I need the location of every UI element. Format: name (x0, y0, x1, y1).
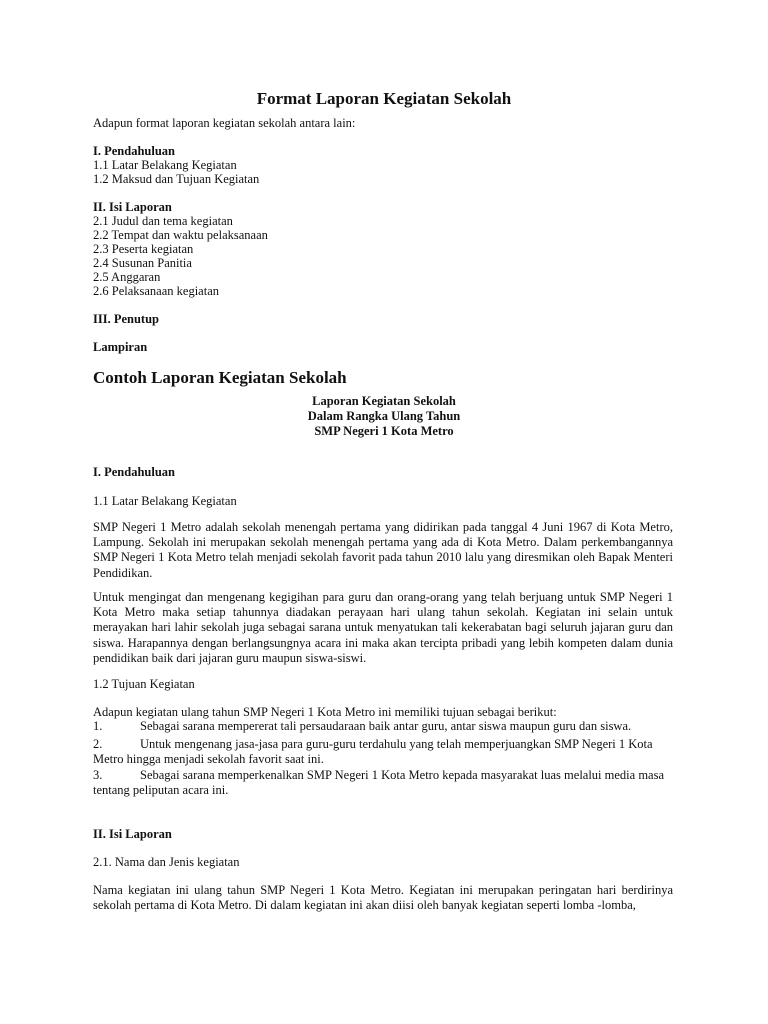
section-heading: I. Pendahuluan (93, 465, 175, 479)
list-number: 1. (93, 719, 103, 733)
paragraph: Untuk mengingat dan mengenang kegigihan para guru dan orang-orang yang telah berjuang untuk SMP Negeri 1 Kota Metro maka setiap tahunnya diadakan perayaan hari ulang tahun sekolah. Kegiatan ini selain untuk merayakan hari lahir sekolah juga sebagai sarana untuk menyatukan tali kekerabatan bagi seluruh jajaran guru dan siswa. Harapannya dengan berlangsungnya acara ini maka akan tercipta pribadi yang lebih kompeten dalam dunia pendidikan baik dari jajaran guru maupun siswa-siswi. (93, 590, 673, 665)
report-title-line: Laporan Kegiatan Sekolah (312, 394, 456, 408)
outline-item: 2.4 Susunan Panitia (93, 256, 192, 270)
outline-item: 2.1 Judul dan tema kegiatan (93, 214, 233, 228)
document-title: Format Laporan Kegiatan Sekolah (256, 89, 512, 108)
subsection-heading: 1.2 Tujuan Kegiatan (93, 677, 195, 691)
list-text: Untuk mengenang jasa-jasa para guru-guru terdahulu yang telah memperjuangkan SMP Negeri 1 Kota Metro hingga menjadi sekolah favorit saat ini. (93, 737, 653, 766)
list-text: Sebagai sarana memperkenalkan SMP Negeri 1 Kota Metro kepada masyarakat luas melalui media masa tentang peliputan acara ini. (93, 768, 665, 797)
list-number: 2. (93, 737, 103, 751)
outline-heading-1: I. Pendahuluan (93, 144, 175, 158)
section-heading: II. Isi Laporan (93, 827, 172, 841)
outline-heading-2: II. Isi Laporan (93, 200, 172, 214)
outline-item: 1.2 Maksud dan Tujuan Kegiatan (93, 172, 260, 186)
outline-item: 2.5 Anggaran (93, 270, 161, 284)
list-item (93, 737, 673, 767)
outline-item: 2.2 Tempat dan waktu pelaksanaan (93, 228, 268, 242)
outline-heading-4: Lampiran (93, 340, 148, 354)
list-number: 3. (93, 768, 103, 782)
paragraph: Nama kegiatan ini ulang tahun SMP Negeri 1 Kota Metro. Kegiatan ini merupakan peringatan hari berdirinya sekolah pertama di Kota Metro. Di dalam kegiatan ini akan diisi oleh banyak kegiatan seperti lomba -lomba, (93, 883, 673, 913)
outline-item: 2.6 Pelaksanaan kegiatan (93, 284, 219, 298)
list-item (93, 719, 673, 734)
list-text: Sebagai sarana mempererat tali persaudaraan baik antar guru, antar siswa maupun guru dan siswa. (140, 719, 632, 733)
intro-text: Adapun format laporan kegiatan sekolah antara lain: (93, 116, 356, 130)
paragraph: SMP Negeri 1 Metro adalah sekolah menengah pertama yang didirikan pada tanggal 4 Juni 1967 di Kota Metro, Lampung. Sekolah ini merupakan sekolah menengah pertama yang ada di Kota Metro. Dalam perkembangannya SMP Negeri 1 Kota Metro telah menjadi sekolah favorit pada tahun 2010 lalu yang diresmikan oleh Bapak Menteri Pendidikan. (93, 520, 673, 580)
subsection-heading: 1.1 Latar Belakang Kegiatan (93, 494, 237, 508)
example-heading: Contoh Laporan Kegiatan Sekolah (93, 368, 347, 387)
goals-intro: Adapun kegiatan ulang tahun SMP Negeri 1 Kota Metro ini memiliki tujuan sebagai berikut: (93, 705, 557, 719)
report-title-line: Dalam Rangka Ulang Tahun (307, 409, 461, 423)
outline-heading-3: III. Penutup (93, 312, 159, 326)
outline-item: 2.3 Peserta kegiatan (93, 242, 194, 256)
list-item (93, 768, 673, 798)
report-title-line: SMP Negeri 1 Kota Metro (314, 424, 454, 438)
subsection-heading: 2.1. Nama dan Jenis kegiatan (93, 855, 240, 869)
outline-item: 1.1 Latar Belakang Kegiatan (93, 158, 237, 172)
